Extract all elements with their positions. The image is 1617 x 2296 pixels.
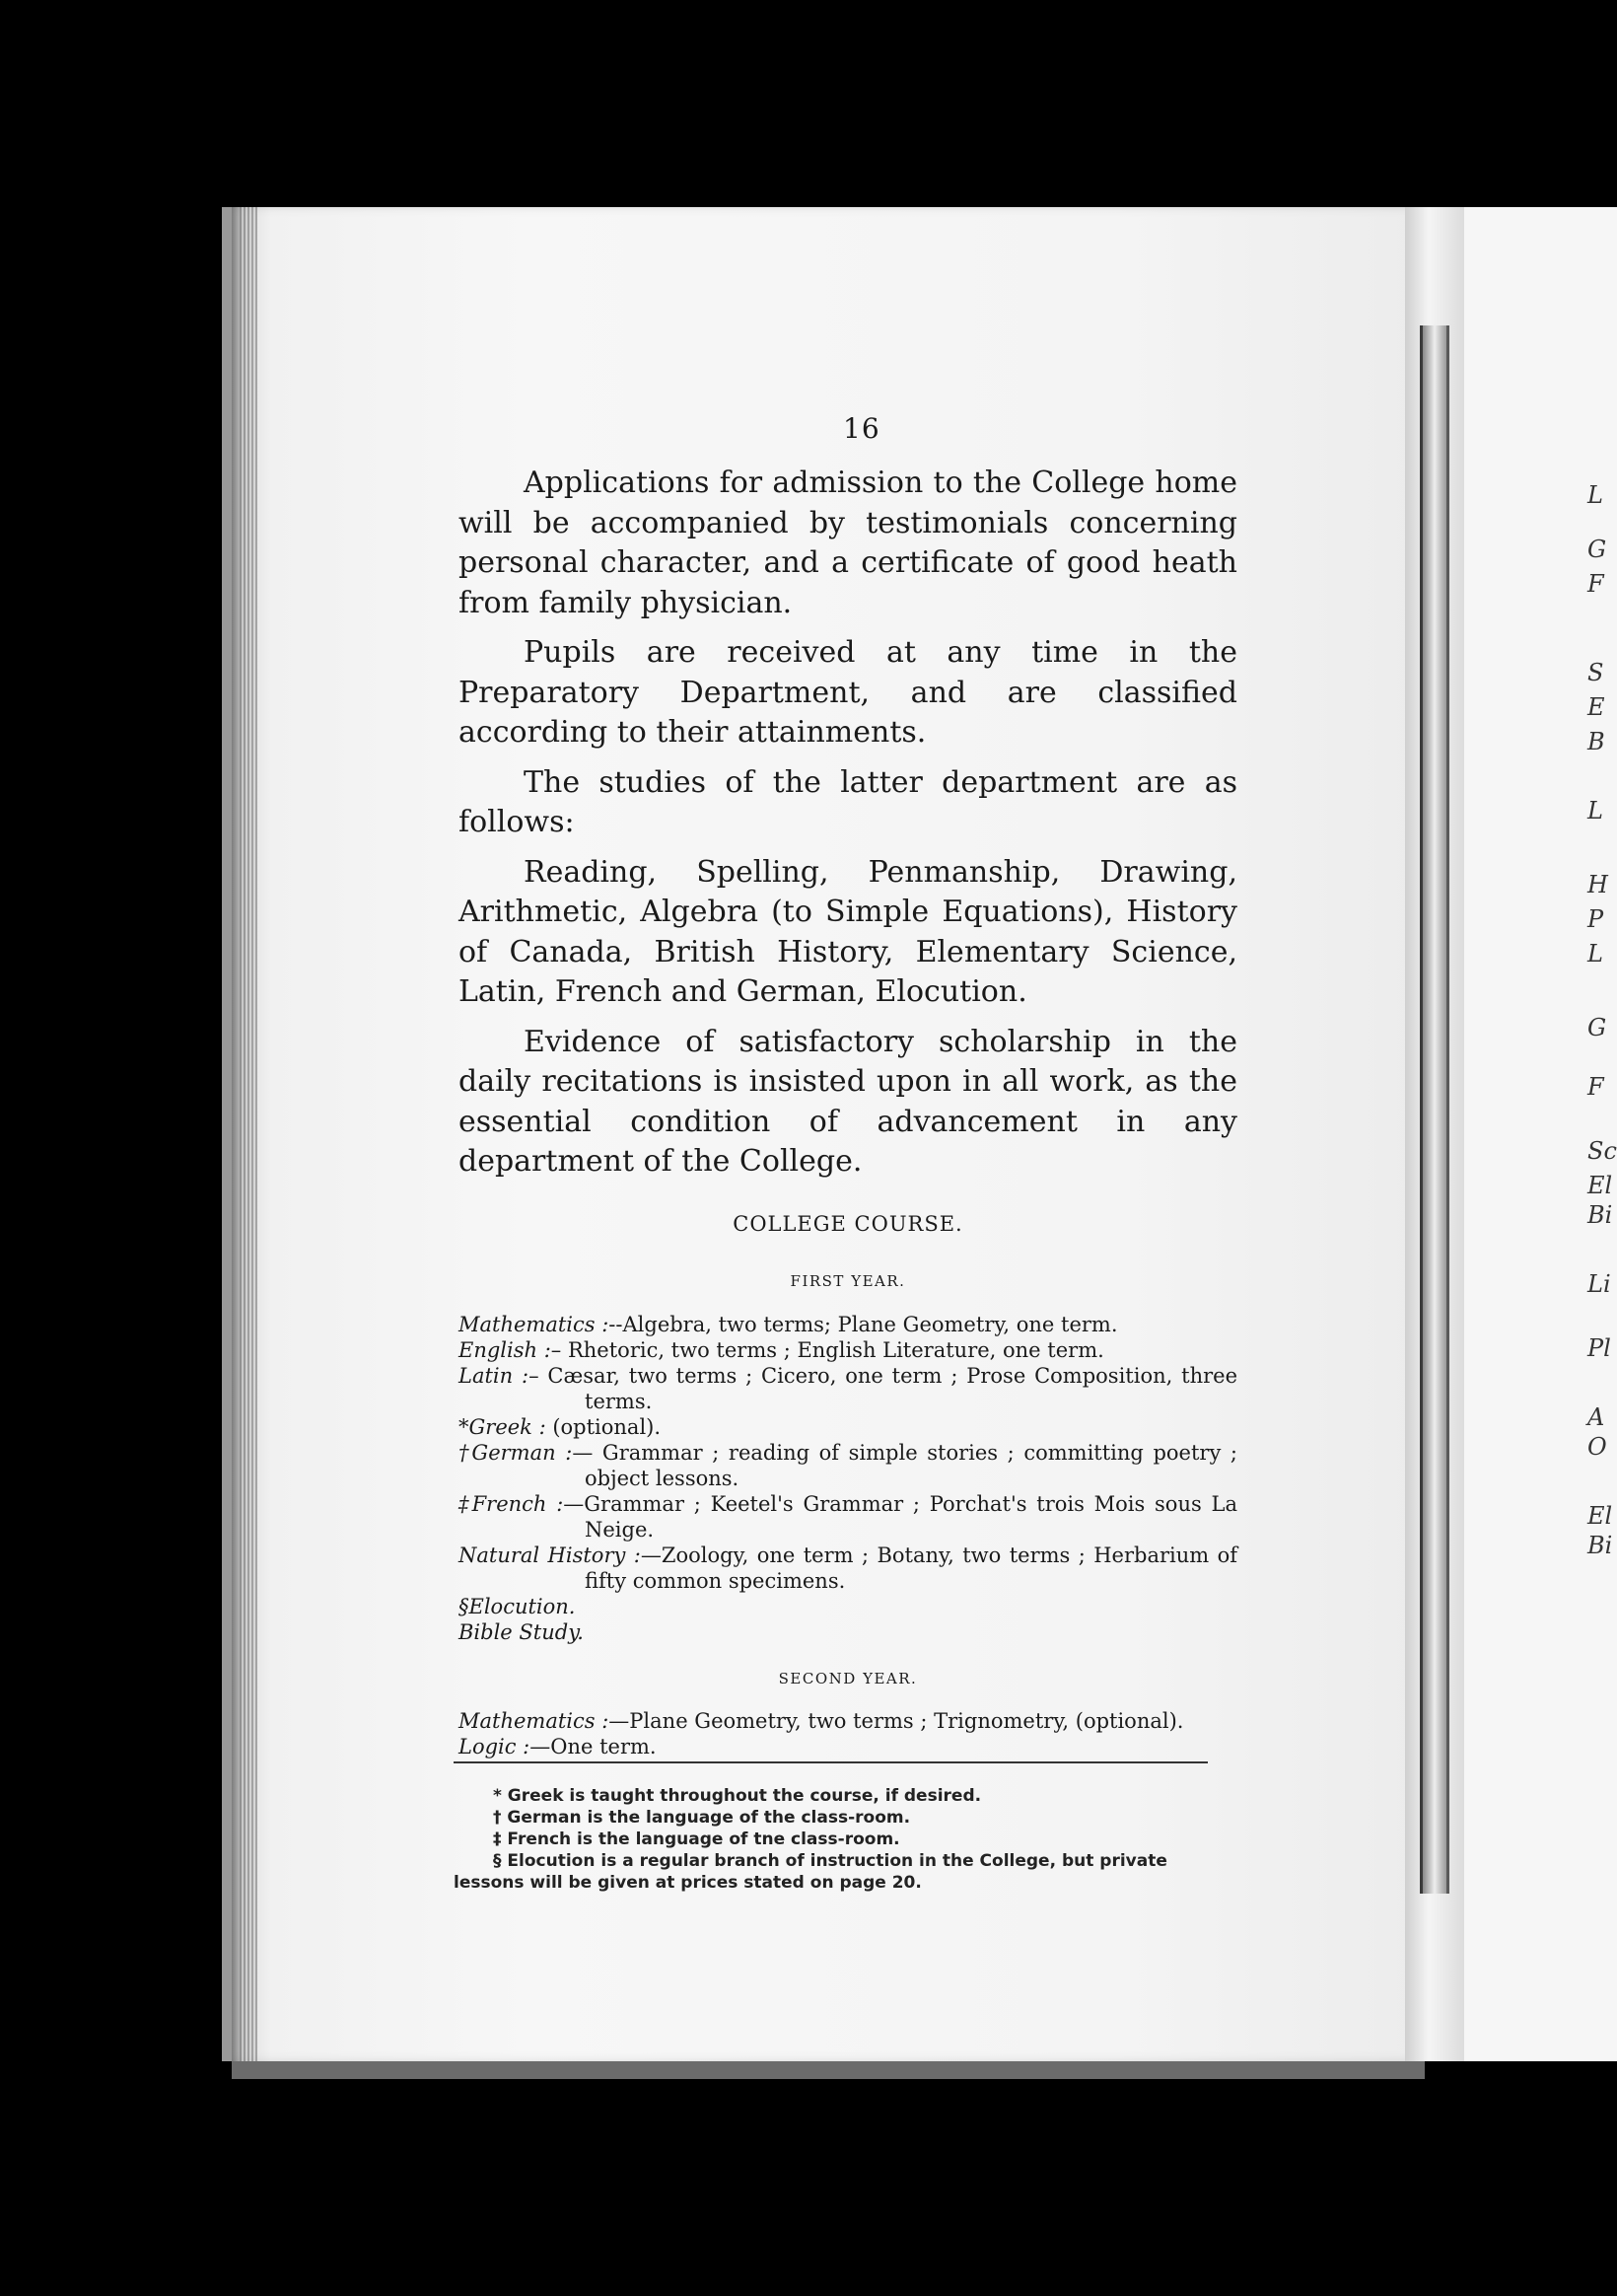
- paragraph-preparatory: Pupils are received at any time in the Preparatory Department, and are classified according to their attainments.: [458, 635, 1237, 750]
- course-subject: §Elocution.: [458, 1594, 576, 1618]
- course-detail: – Rhetoric, two terms ; English Literature, one term.: [550, 1337, 1104, 1362]
- facing-fragment: S: [1587, 659, 1604, 686]
- facing-fragment: Li: [1587, 1270, 1611, 1298]
- second-year-list: [458, 1708, 1237, 1759]
- first-year-list: [458, 1312, 1237, 1645]
- course-item: [458, 1440, 1237, 1491]
- first-year-heading: FIRST YEAR.: [790, 1272, 906, 1290]
- facing-fragment: H: [1587, 871, 1608, 898]
- facing-fragment: Bi: [1587, 1201, 1613, 1229]
- facing-fragment: L: [1587, 940, 1603, 968]
- course-detail: (optional).: [545, 1414, 662, 1439]
- facing-fragment: L: [1587, 797, 1603, 825]
- facing-fragment: Pl: [1587, 1334, 1611, 1362]
- course-item: [458, 1491, 1237, 1543]
- facing-fragment: G: [1587, 536, 1607, 563]
- course-item: [458, 1312, 1237, 1337]
- course-detail: —Plane Geometry, two terms ; Trignometry, (optional).: [608, 1709, 1184, 1733]
- course-detail: --Algebra, two terms; Plane Geometry, one term.: [608, 1312, 1118, 1336]
- second-year-heading: SECOND YEAR.: [778, 1669, 918, 1687]
- course-subject: Mathematics :: [458, 1709, 609, 1733]
- facing-fragment: L: [1587, 481, 1603, 509]
- facing-fragment: F: [1587, 570, 1604, 598]
- course-subject: Natural History :: [458, 1543, 641, 1567]
- bookmark-ribbon: [1420, 325, 1449, 1894]
- course-subject: ‡French :: [458, 1491, 564, 1516]
- course-item: [458, 1734, 1237, 1759]
- course-subject: Mathematics :: [458, 1312, 609, 1336]
- course-detail: — Grammar ; reading of simple stories ; committing poetry ; object lessons.: [572, 1440, 1237, 1490]
- course-item: [458, 1414, 1237, 1440]
- footnote-rule: [454, 1761, 1208, 1763]
- page-body: [458, 464, 1237, 1759]
- course-item: [458, 1337, 1237, 1363]
- course-detail: – Cæsar, two terms ; Cicero, one term ; Prose Composition, three terms.: [528, 1363, 1238, 1413]
- footnote-french: ‡ French is the language of tne class-room.: [493, 1830, 900, 1849]
- facing-fragment: E: [1587, 693, 1605, 721]
- facing-fragment: A: [1587, 1403, 1605, 1431]
- footnote-german: † German is the language of the class-room.: [493, 1808, 911, 1828]
- course-item: [458, 1708, 1237, 1734]
- paragraph-studies-list: Reading, Spelling, Penmanship, Drawing, Arithmetic, Algebra (to Simple Equations), History of Canada, British History, Elementary Science, Latin, French and German, Elocution.: [458, 854, 1237, 1009]
- footnote-elocution: § Elocution is a regular branch of instruction in the College, but private lessons will be given at prices stated on page 20.: [454, 1851, 1167, 1893]
- course-subject: *Greek :: [458, 1414, 546, 1439]
- course-subject: Latin :: [458, 1363, 529, 1388]
- course-detail: —Grammar ; Keetel's Grammar ; Porchat's trois Mois sous La Neige.: [563, 1491, 1237, 1542]
- facing-fragment: F: [1587, 1073, 1604, 1101]
- course-subject: Bible Study.: [458, 1619, 584, 1644]
- course-item: [458, 1363, 1237, 1414]
- course-subject: English :: [458, 1337, 551, 1362]
- footnotes: [454, 1785, 1228, 1894]
- page-number: 16: [843, 412, 880, 445]
- college-course-heading: COLLEGE COURSE.: [733, 1211, 963, 1236]
- paragraph-studies-intro: The studies of the latter department are as follows:: [458, 764, 1237, 839]
- facing-fragment: Sc: [1587, 1137, 1617, 1165]
- facing-fragment: El: [1587, 1172, 1613, 1199]
- facing-fragment: B: [1587, 728, 1605, 755]
- course-subject: Logic :: [458, 1735, 530, 1758]
- course-item: [458, 1619, 1237, 1645]
- facing-fragment: Bi: [1587, 1532, 1613, 1559]
- course-subject: †German :: [458, 1440, 573, 1465]
- course-item: [458, 1543, 1237, 1594]
- paragraph-admission: Applications for admission to the College home will be accompanied by testimonials concerning personal character, and a certificate of good heath from family physician.: [458, 466, 1237, 620]
- course-detail: —Zoology, one term ; Botany, two terms ; Herbarium of fifty common specimens.: [585, 1543, 1237, 1593]
- facing-fragment: P: [1587, 905, 1604, 933]
- facing-fragment: O: [1587, 1433, 1607, 1461]
- course-detail: —One term.: [529, 1735, 657, 1758]
- facing-fragment: El: [1587, 1502, 1613, 1530]
- footnote-greek: * Greek is taught throughout the course, if desired.: [493, 1786, 982, 1806]
- paragraph-scholarship: Evidence of satisfactory scholarship in the daily recitations is insisted upon in all work, as the essential condition of advancement in any department of the College.: [458, 1024, 1237, 1179]
- course-item: [458, 1594, 1237, 1619]
- facing-fragment: G: [1587, 1014, 1607, 1041]
